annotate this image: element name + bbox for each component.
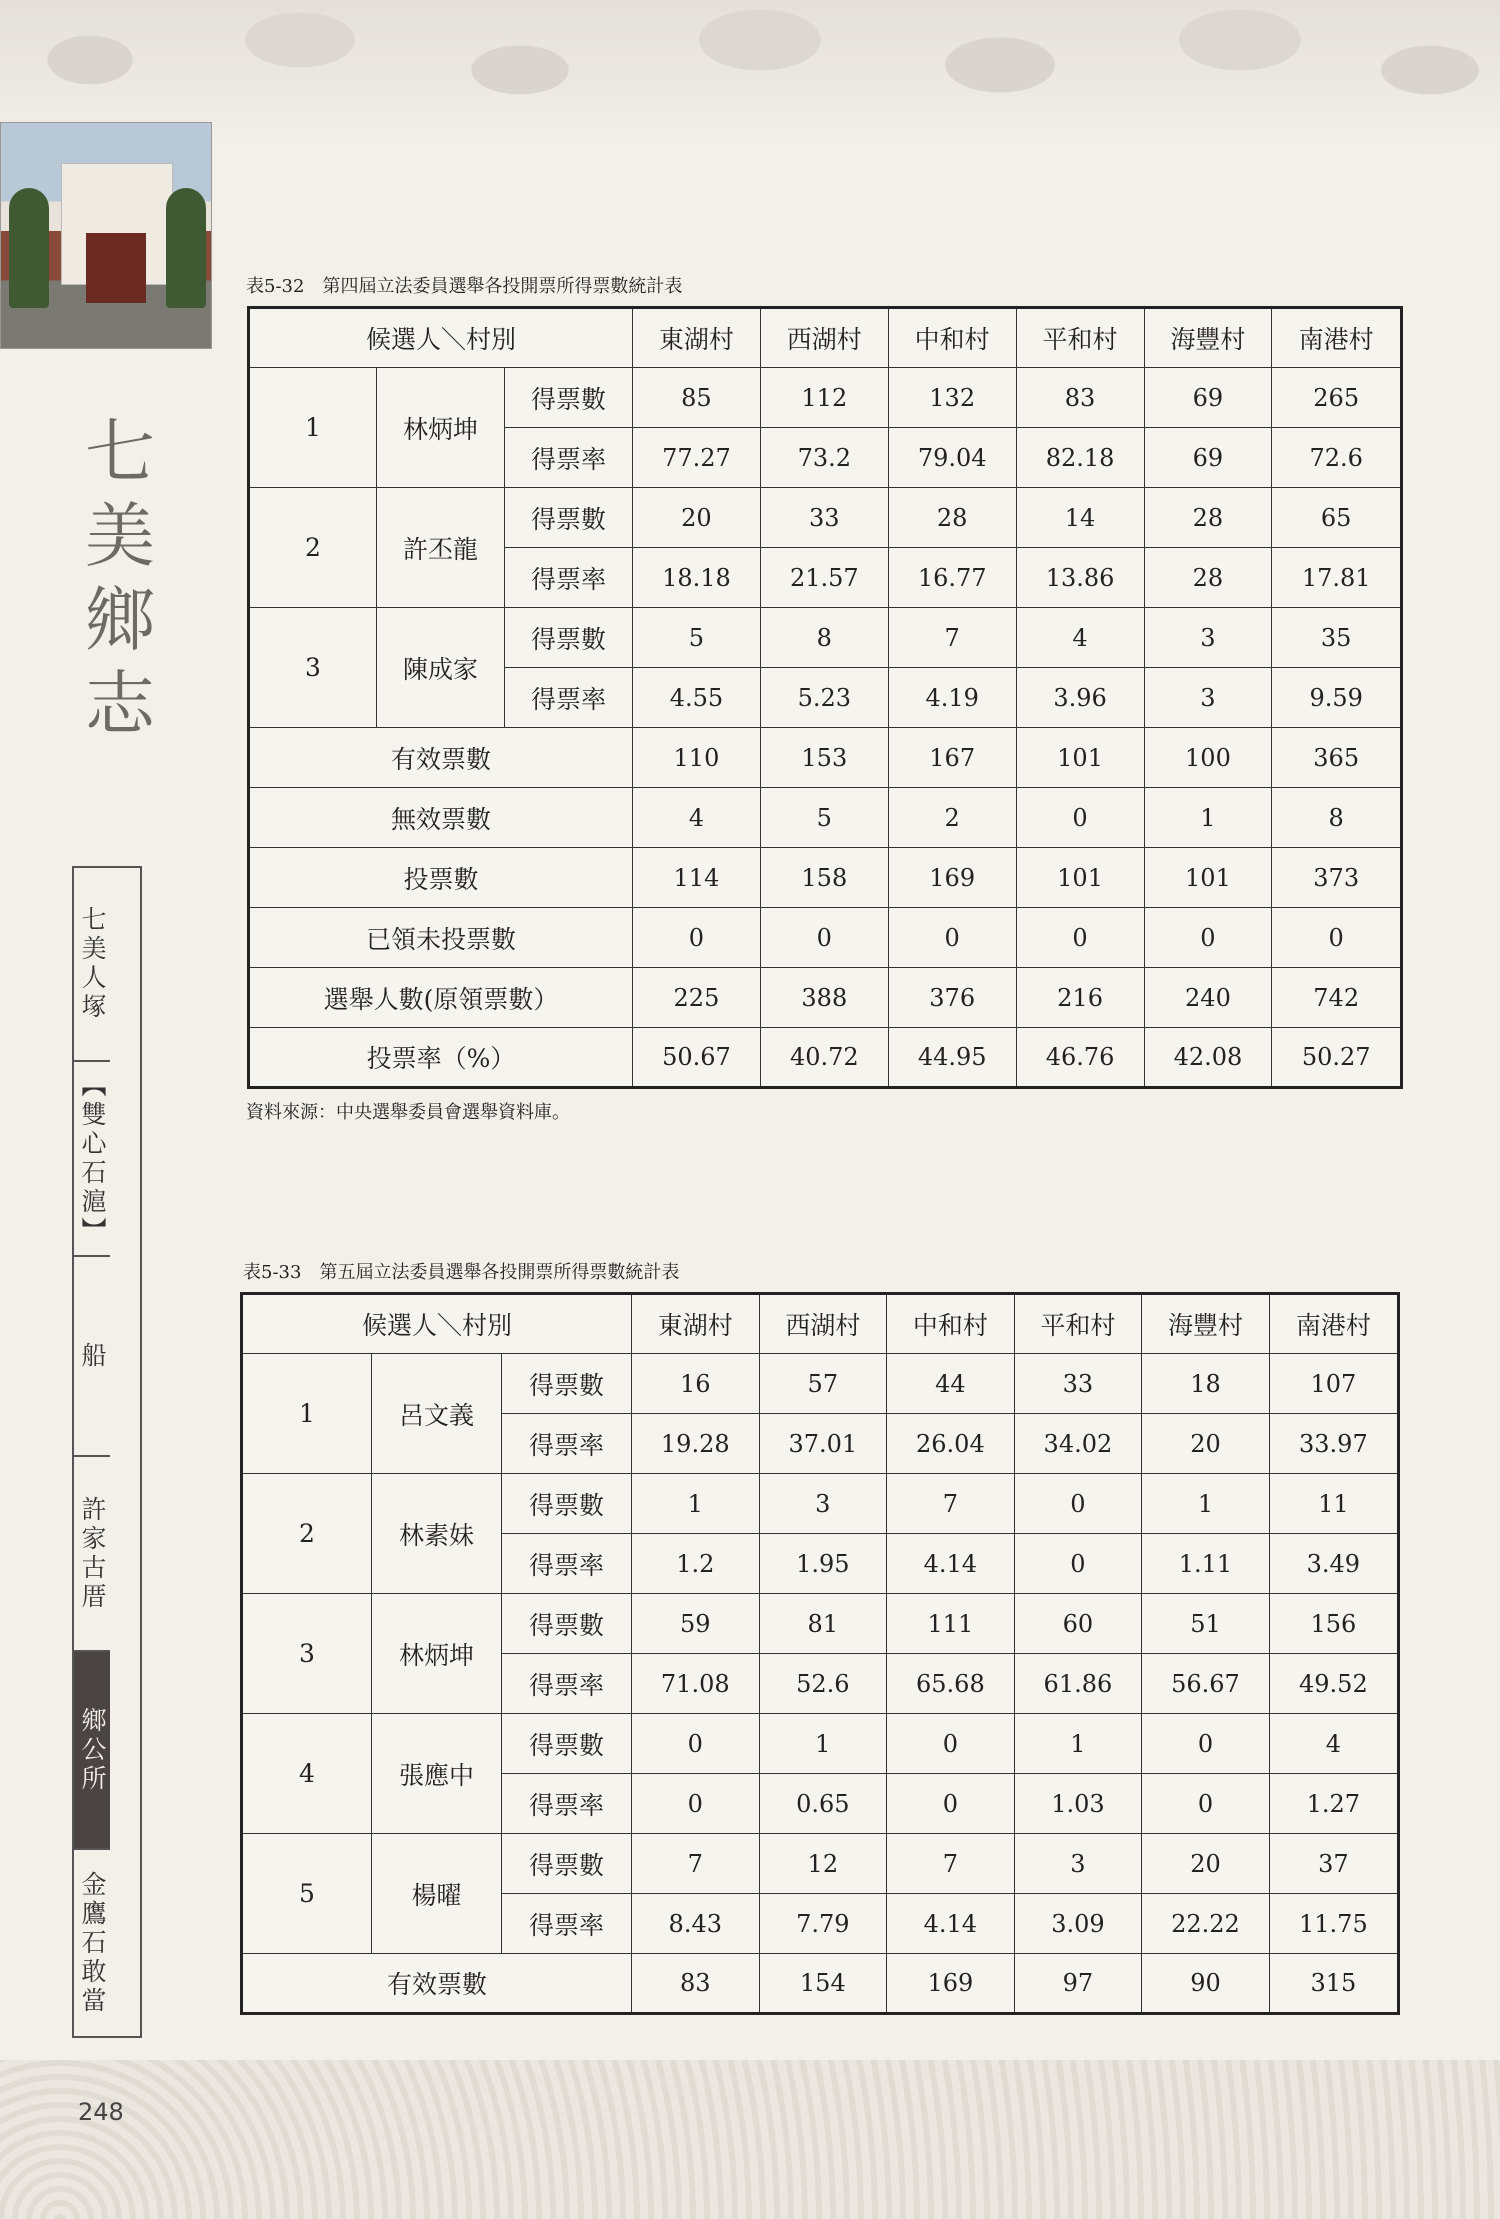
value-cell: 71.08 <box>632 1654 760 1714</box>
summary-label: 投票數 <box>249 848 633 908</box>
value-cell: 0 <box>1142 1714 1270 1774</box>
title-char: 美 <box>85 495 155 577</box>
value-cell: 0 <box>1144 908 1272 968</box>
title-char: 鄉 <box>85 579 155 661</box>
metric-votes: 得票數 <box>502 1834 632 1894</box>
value-cell: 49.52 <box>1269 1654 1398 1714</box>
metric-rate: 得票率 <box>502 1654 632 1714</box>
value-cell: 11 <box>1269 1474 1398 1534</box>
value-cell: 101 <box>1016 728 1144 788</box>
candidate-number: 4 <box>242 1714 372 1834</box>
value-cell: 0 <box>1272 908 1402 968</box>
value-cell: 101 <box>1144 848 1272 908</box>
value-cell: 4 <box>633 788 761 848</box>
value-cell: 33.97 <box>1269 1414 1398 1474</box>
summary-label: 有效票數 <box>242 1954 632 2014</box>
value-cell: 156 <box>1269 1594 1398 1654</box>
table-row <box>242 1594 1399 1654</box>
value-cell: 69 <box>1144 368 1272 428</box>
header-row <box>242 1294 1399 1354</box>
value-cell: 83 <box>632 1954 760 2014</box>
value-cell: 7 <box>888 608 1016 668</box>
value-cell: 5 <box>760 788 888 848</box>
table-row <box>249 368 1402 428</box>
village-header: 海豐村 <box>1142 1294 1270 1354</box>
value-cell: 28 <box>1144 488 1272 548</box>
metric-votes: 得票數 <box>502 1594 632 1654</box>
value-cell: 51 <box>1142 1594 1270 1654</box>
candidate-number: 2 <box>242 1474 372 1594</box>
value-cell: 16 <box>632 1354 760 1414</box>
value-cell: 65.68 <box>887 1654 1015 1714</box>
value-cell: 112 <box>760 368 888 428</box>
value-cell: 0 <box>632 1774 760 1834</box>
summary-label: 選舉人數(原領票數） <box>249 968 633 1028</box>
value-cell: 97 <box>1014 1954 1142 2014</box>
value-cell: 1.2 <box>632 1534 760 1594</box>
village-header: 中和村 <box>888 308 1016 368</box>
value-cell: 265 <box>1272 368 1402 428</box>
value-cell: 0 <box>760 908 888 968</box>
value-cell: 7 <box>887 1834 1015 1894</box>
value-cell: 22.22 <box>1142 1894 1270 1954</box>
summary-row <box>242 1954 1399 2014</box>
value-cell: 7.79 <box>759 1894 887 1954</box>
value-cell: 50.67 <box>633 1028 761 1088</box>
value-cell: 83 <box>1016 368 1144 428</box>
wave-footer-decoration <box>0 2060 1500 2219</box>
chapter-tabs <box>72 866 142 2038</box>
value-cell: 7 <box>632 1834 760 1894</box>
chapter-tab[interactable]: 金鷹石敢當 <box>78 1870 107 2016</box>
value-cell: 16.77 <box>888 548 1016 608</box>
header-label: 候選人＼村別 <box>249 308 633 368</box>
value-cell: 388 <box>760 968 888 1028</box>
village-header: 東湖村 <box>632 1294 760 1354</box>
value-cell: 7 <box>887 1474 1015 1534</box>
village-header: 東湖村 <box>633 308 761 368</box>
value-cell: 1.11 <box>1142 1534 1270 1594</box>
value-cell: 240 <box>1144 968 1272 1028</box>
value-cell: 8 <box>760 608 888 668</box>
candidate-number: 1 <box>249 368 377 488</box>
candidate-name: 林素妹 <box>372 1474 502 1594</box>
candidate-number: 5 <box>242 1834 372 1954</box>
value-cell: 100 <box>1144 728 1272 788</box>
value-cell: 18.18 <box>633 548 761 608</box>
value-cell: 8.43 <box>632 1894 760 1954</box>
value-cell: 59 <box>632 1594 760 1654</box>
value-cell: 34.02 <box>1014 1414 1142 1474</box>
value-cell: 0 <box>887 1714 1015 1774</box>
header-row <box>249 308 1402 368</box>
village-header: 西湖村 <box>760 308 888 368</box>
candidate-name: 楊曜 <box>372 1834 502 1954</box>
value-cell: 0 <box>1014 1534 1142 1594</box>
page-number: 248 <box>78 2098 124 2126</box>
metric-rate: 得票率 <box>505 668 633 728</box>
value-cell: 169 <box>888 848 1016 908</box>
chapter-tab-active[interactable]: 鄉公所 <box>74 1652 110 1850</box>
value-cell: 1.95 <box>759 1534 887 1594</box>
value-cell: 3 <box>759 1474 887 1534</box>
title-char: 七 <box>85 411 155 493</box>
value-cell: 60 <box>1014 1594 1142 1654</box>
candidate-name: 許丕龍 <box>377 488 505 608</box>
value-cell: 1 <box>1142 1474 1270 1534</box>
chapter-tab[interactable]: 船 <box>74 1257 110 1457</box>
value-cell: 107 <box>1269 1354 1398 1414</box>
value-cell: 61.86 <box>1014 1654 1142 1714</box>
value-cell: 4.55 <box>633 668 761 728</box>
value-cell: 11.75 <box>1269 1894 1398 1954</box>
village-header: 平和村 <box>1014 1294 1142 1354</box>
metric-rate: 得票率 <box>502 1534 632 1594</box>
value-cell: 44 <box>887 1354 1015 1414</box>
tree-right <box>166 188 206 308</box>
value-cell: 3 <box>1014 1834 1142 1894</box>
value-cell: 82.18 <box>1016 428 1144 488</box>
value-cell: 18 <box>1142 1354 1270 1414</box>
value-cell: 28 <box>888 488 1016 548</box>
village-header: 南港村 <box>1269 1294 1398 1354</box>
value-cell: 73.2 <box>760 428 888 488</box>
value-cell: 158 <box>760 848 888 908</box>
metric-votes: 得票數 <box>502 1354 632 1414</box>
value-cell: 110 <box>633 728 761 788</box>
value-cell: 17.81 <box>1272 548 1402 608</box>
value-cell: 153 <box>760 728 888 788</box>
summary-label: 無效票數 <box>249 788 633 848</box>
value-cell: 0 <box>1016 788 1144 848</box>
value-cell: 37 <box>1269 1834 1398 1894</box>
value-cell: 1.03 <box>1014 1774 1142 1834</box>
candidate-number: 3 <box>242 1594 372 1714</box>
value-cell: 225 <box>633 968 761 1028</box>
village-header: 南港村 <box>1272 308 1402 368</box>
value-cell: 169 <box>887 1954 1015 2014</box>
summary-row <box>249 848 1402 908</box>
value-cell: 1 <box>1014 1714 1142 1774</box>
value-cell: 3.09 <box>1014 1894 1142 1954</box>
value-cell: 216 <box>1016 968 1144 1028</box>
value-cell: 167 <box>888 728 1016 788</box>
table-row <box>242 1714 1399 1774</box>
table-row <box>249 608 1402 668</box>
value-cell: 5 <box>633 608 761 668</box>
value-cell: 0 <box>1014 1474 1142 1534</box>
value-cell: 81 <box>759 1594 887 1654</box>
value-cell: 0 <box>888 908 1016 968</box>
header-label: 候選人＼村別 <box>242 1294 632 1354</box>
building-door <box>86 233 146 303</box>
value-cell: 19.28 <box>632 1414 760 1474</box>
table-row <box>249 488 1402 548</box>
value-cell: 2 <box>888 788 1016 848</box>
table2-caption: 表5-33 第五屆立法委員選舉各投開票所得票數統計表 <box>243 1262 680 1283</box>
value-cell: 5.23 <box>760 668 888 728</box>
value-cell: 3 <box>1144 608 1272 668</box>
candidate-number: 2 <box>249 488 377 608</box>
value-cell: 3.96 <box>1016 668 1144 728</box>
value-cell: 79.04 <box>888 428 1016 488</box>
cloud-header-decoration <box>0 0 1500 150</box>
candidate-name: 林炳坤 <box>377 368 505 488</box>
table-row <box>242 1474 1399 1534</box>
value-cell: 4 <box>1269 1714 1398 1774</box>
metric-rate: 得票率 <box>502 1894 632 1954</box>
value-cell: 77.27 <box>633 428 761 488</box>
value-cell: 57 <box>759 1354 887 1414</box>
table2 <box>240 1292 1400 2015</box>
village-header: 中和村 <box>887 1294 1015 1354</box>
table1 <box>247 306 1403 1089</box>
chapter-tab[interactable]: 許家古厝 <box>74 1457 110 1652</box>
table-row <box>242 1354 1399 1414</box>
value-cell: 111 <box>887 1594 1015 1654</box>
metric-votes: 得票數 <box>505 368 633 428</box>
value-cell: 132 <box>888 368 1016 428</box>
summary-row <box>249 788 1402 848</box>
table1-caption: 表5-32 第四屆立法委員選舉各投開票所得票數統計表 <box>246 276 683 297</box>
value-cell: 1.27 <box>1269 1774 1398 1834</box>
table-row <box>242 1834 1399 1894</box>
summary-label: 有效票數 <box>249 728 633 788</box>
value-cell: 33 <box>1014 1354 1142 1414</box>
value-cell: 373 <box>1272 848 1402 908</box>
summary-row <box>249 908 1402 968</box>
value-cell: 44.95 <box>888 1028 1016 1088</box>
value-cell: 14 <box>1016 488 1144 548</box>
value-cell: 37.01 <box>759 1414 887 1474</box>
candidate-name: 林炳坤 <box>372 1594 502 1714</box>
summary-label: 投票率（%） <box>249 1028 633 1088</box>
value-cell: 4 <box>1016 608 1144 668</box>
summary-row <box>249 968 1402 1028</box>
value-cell: 0 <box>632 1714 760 1774</box>
value-cell: 0 <box>887 1774 1015 1834</box>
value-cell: 20 <box>633 488 761 548</box>
value-cell: 0 <box>1016 908 1144 968</box>
value-cell: 42.08 <box>1144 1028 1272 1088</box>
value-cell: 1 <box>759 1714 887 1774</box>
metric-votes: 得票數 <box>505 608 633 668</box>
value-cell: 13.86 <box>1016 548 1144 608</box>
value-cell: 20 <box>1142 1834 1270 1894</box>
value-cell: 0 <box>633 908 761 968</box>
village-header: 西湖村 <box>759 1294 887 1354</box>
value-cell: 90 <box>1142 1954 1270 2014</box>
value-cell: 20 <box>1142 1414 1270 1474</box>
value-cell: 1 <box>1144 788 1272 848</box>
value-cell: 154 <box>759 1954 887 2014</box>
value-cell: 26.04 <box>887 1414 1015 1474</box>
value-cell: 3.49 <box>1269 1534 1398 1594</box>
metric-votes: 得票數 <box>502 1474 632 1534</box>
value-cell: 50.27 <box>1272 1028 1402 1088</box>
metric-votes: 得票數 <box>502 1714 632 1774</box>
value-cell: 85 <box>633 368 761 428</box>
candidate-name: 呂文義 <box>372 1354 502 1474</box>
village-header: 海豐村 <box>1144 308 1272 368</box>
summary-row <box>249 1028 1402 1088</box>
value-cell: 46.76 <box>1016 1028 1144 1088</box>
value-cell: 315 <box>1269 1954 1398 2014</box>
summary-row <box>249 728 1402 788</box>
book-title <box>70 410 170 746</box>
metric-rate: 得票率 <box>505 548 633 608</box>
value-cell: 114 <box>633 848 761 908</box>
value-cell: 4.19 <box>888 668 1016 728</box>
metric-rate: 得票率 <box>502 1414 632 1474</box>
chapter-tab[interactable]: 七美人塚 <box>74 868 110 1062</box>
value-cell: 28 <box>1144 548 1272 608</box>
value-cell: 4.14 <box>887 1534 1015 1594</box>
value-cell: 0 <box>1142 1774 1270 1834</box>
value-cell: 101 <box>1016 848 1144 908</box>
chapter-tab[interactable]: 【雙心石滬】 <box>74 1062 110 1257</box>
value-cell: 40.72 <box>760 1028 888 1088</box>
metric-votes: 得票數 <box>505 488 633 548</box>
candidate-number: 3 <box>249 608 377 728</box>
value-cell: 376 <box>888 968 1016 1028</box>
value-cell: 72.6 <box>1272 428 1402 488</box>
value-cell: 4.14 <box>887 1894 1015 1954</box>
value-cell: 8 <box>1272 788 1402 848</box>
value-cell: 21.57 <box>760 548 888 608</box>
value-cell: 56.67 <box>1142 1654 1270 1714</box>
value-cell: 65 <box>1272 488 1402 548</box>
value-cell: 12 <box>759 1834 887 1894</box>
value-cell: 1 <box>632 1474 760 1534</box>
summary-label: 已領未投票數 <box>249 908 633 968</box>
village-header: 平和村 <box>1016 308 1144 368</box>
title-char: 志 <box>85 663 155 745</box>
metric-rate: 得票率 <box>505 428 633 488</box>
value-cell: 0.65 <box>759 1774 887 1834</box>
value-cell: 35 <box>1272 608 1402 668</box>
candidate-name: 張應中 <box>372 1714 502 1834</box>
metric-rate: 得票率 <box>502 1774 632 1834</box>
value-cell: 33 <box>760 488 888 548</box>
value-cell: 365 <box>1272 728 1402 788</box>
source-note: 資料來源：中央選舉委員會選舉資料庫。 <box>246 1102 570 1123</box>
value-cell: 9.59 <box>1272 668 1402 728</box>
value-cell: 52.6 <box>759 1654 887 1714</box>
candidate-number: 1 <box>242 1354 372 1474</box>
candidate-name: 陳成家 <box>377 608 505 728</box>
value-cell: 69 <box>1144 428 1272 488</box>
value-cell: 3 <box>1144 668 1272 728</box>
value-cell: 742 <box>1272 968 1402 1028</box>
building-photo <box>0 122 212 349</box>
tree-left <box>9 188 49 308</box>
